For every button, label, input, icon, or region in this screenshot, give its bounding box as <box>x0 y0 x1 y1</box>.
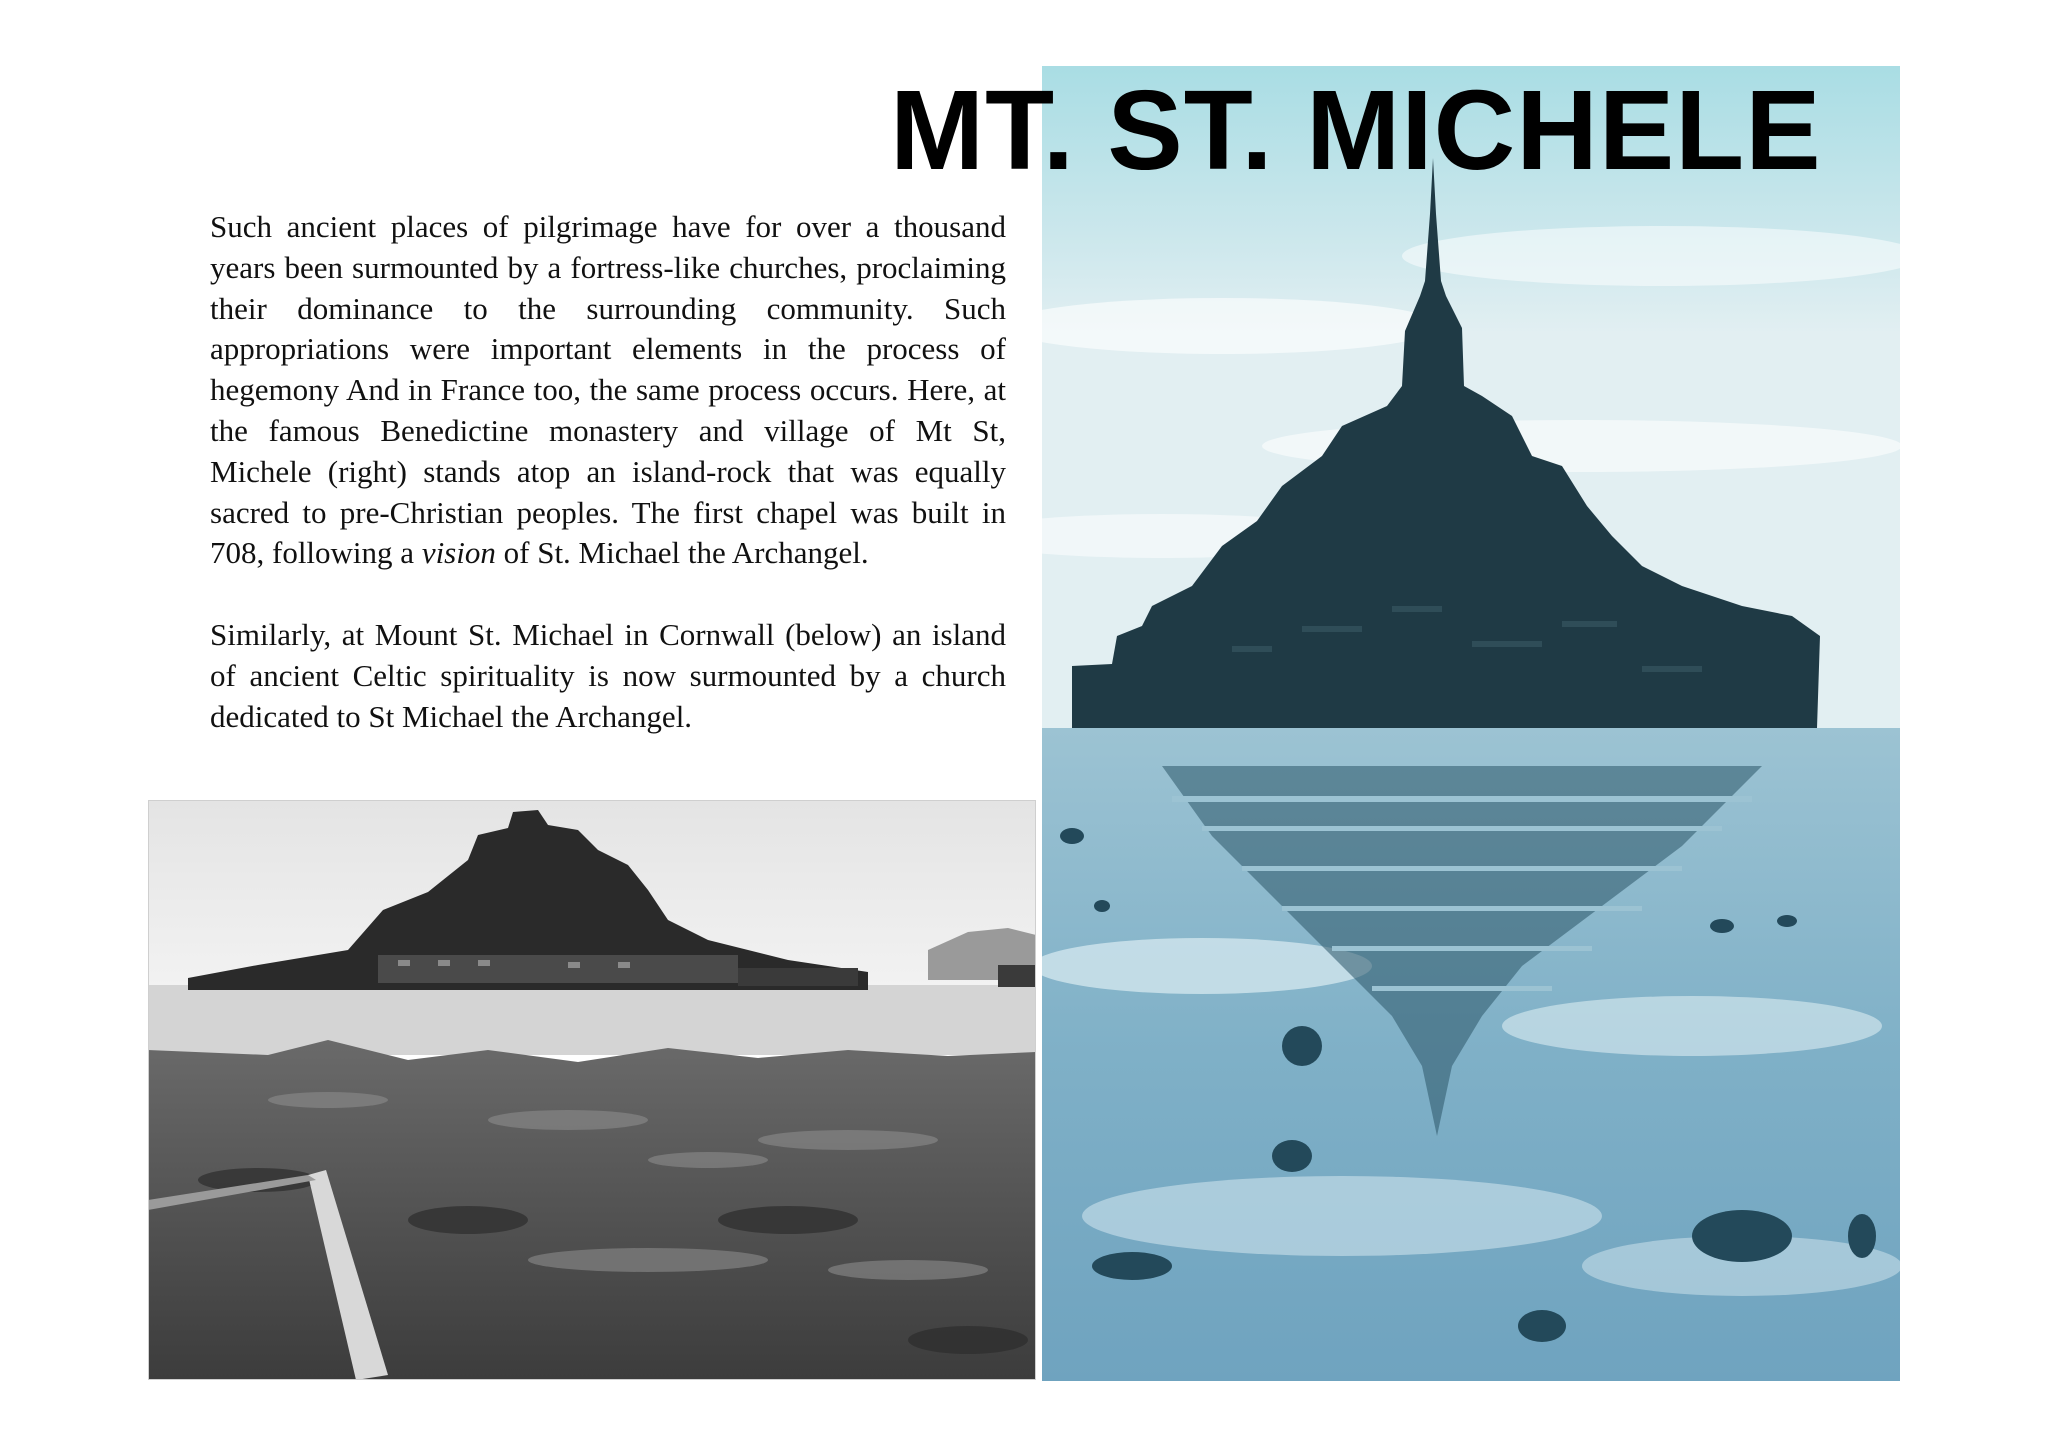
body-text <box>210 207 1006 738</box>
paragraph1-text-end: of St. Michael the Archangel. <box>495 535 869 571</box>
slide-title: MT. ST. MICHELE <box>890 67 1822 193</box>
st-michaels-mount-photo <box>148 800 1036 1380</box>
paragraph1-text-start: Such ancient places of pilgrimage have for over a thousand years been surmounted by a fortress-like churches, proclaiming their dominance to the surrounding community. Such appropriations were important elements in the process of hegemony And in France too, the same process occurs. Here, at the famous Benedictine monastery and village of Mt St, Michele (right) stands atop an island-rock that was equally sacred to pre-Christian peoples. The first chapel was built in 708, following a <box>210 209 1006 571</box>
st-michaels-mount-image <box>148 800 1036 1380</box>
paragraph-cornwall: Similarly, at Mount St. Michael in Cornwall (below) an island of ancient Celtic spirituality is now surmounted by a church dedicated to St Michael the Archangel. <box>210 617 1006 734</box>
paragraph-mont-st-michel <box>210 207 1006 574</box>
mont-st-michel-image <box>1042 66 1900 1381</box>
paragraph1-italic-word: vision <box>421 535 496 571</box>
mont-st-michel-photo <box>1042 66 1900 1381</box>
